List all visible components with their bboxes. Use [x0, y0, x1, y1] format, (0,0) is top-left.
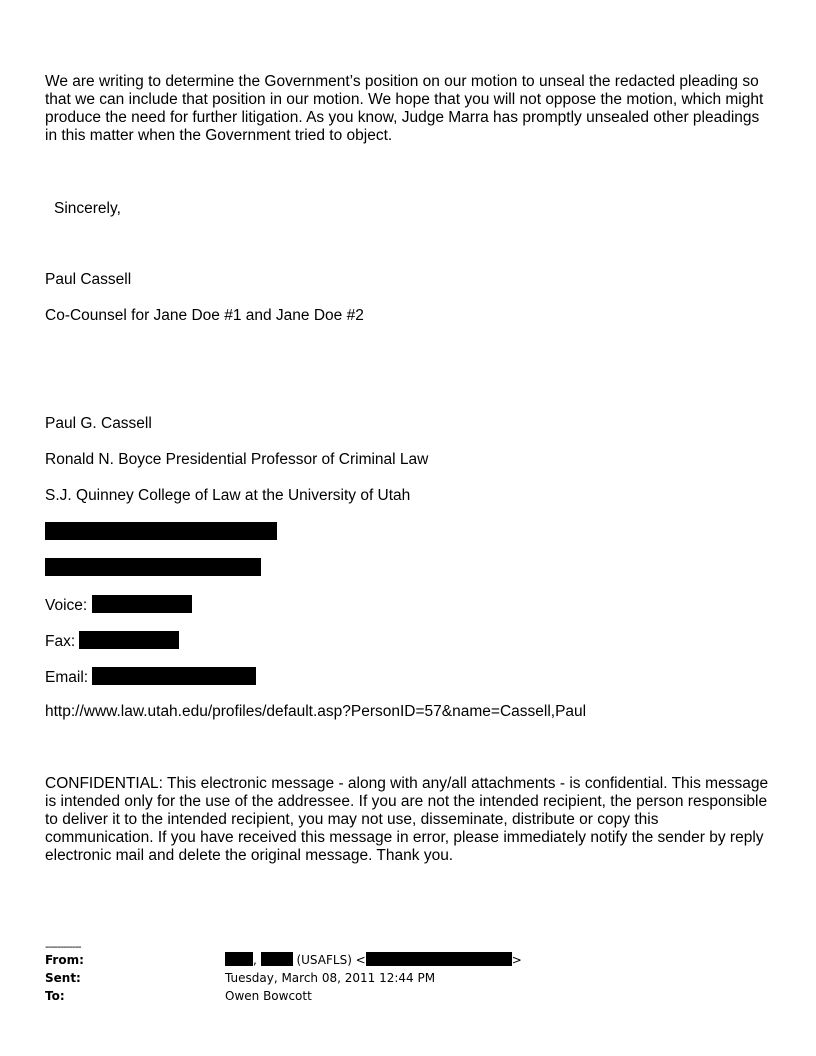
email-line [45, 667, 256, 687]
voice-line [45, 595, 192, 615]
from-separator: , [253, 953, 257, 967]
sent-label: Sent: [45, 971, 81, 985]
from-value [225, 951, 522, 969]
profile-url-link[interactable]: http://www.law.utah.edu/profiles/default.asp?PersonID=57&name=Cassell,Paul [45, 703, 587, 720]
redaction-block [261, 952, 293, 966]
redaction-block [366, 952, 512, 966]
fax-label: Fax: [45, 633, 76, 650]
signature-title: Ronald N. Boyce Presidential Professor of Criminal Law [45, 451, 429, 468]
sent-value: Tuesday, March 08, 2011 12:44 PM [225, 971, 436, 985]
redaction-block [225, 952, 253, 966]
signer-name: Paul Cassell [45, 271, 132, 288]
from-row [45, 951, 745, 969]
from-label: From: [45, 953, 84, 967]
signer-role: Co-Counsel for Jane Doe #1 and Jane Doe #2 [45, 307, 364, 324]
to-value: Owen Bowcott [225, 989, 312, 1003]
signature-name: Paul G. Cassell [45, 415, 152, 432]
redaction-block [79, 631, 179, 649]
voice-label: Voice: [45, 597, 88, 614]
closing-line: Sincerely, [54, 200, 121, 217]
redaction-block [45, 522, 277, 540]
confidentiality-notice: CONFIDENTIAL: This electronic message - along with any/all attachments - is confidential. This message is intended only for the use of the addressee. If you are not the intended recipient, the person responsible to deliver it to the intended recipient, you may not use, disseminate, distribute or copy this communication. If you have received this message in error, please immediately notify the sender by reply electronic mail and delete the original message. Thank you. [45, 775, 769, 864]
signature-institution: S.J. Quinney College of Law at the University of Utah [45, 487, 411, 504]
to-row [45, 987, 745, 1005]
email-label: Email: [45, 669, 89, 686]
sent-row [45, 969, 745, 987]
to-label: To: [45, 989, 65, 1003]
header-separator: ------------ [45, 940, 81, 953]
from-close: > [511, 953, 522, 967]
body-paragraph: We are writing to determine the Government’s position on our motion to unseal the redacted pleading so that we can include that position in our motion. We hope that you will not oppose the motion, which might produce the need for further litigation. As you know, Judge Marra has promptly unsealed other pleadings in this matter when the Government tried to object. [45, 73, 764, 144]
redaction-block [45, 558, 261, 576]
redaction-block [92, 595, 192, 613]
from-suffix: (USAFLS) < [292, 953, 366, 967]
redaction-block [92, 667, 256, 685]
fax-line [45, 631, 179, 651]
